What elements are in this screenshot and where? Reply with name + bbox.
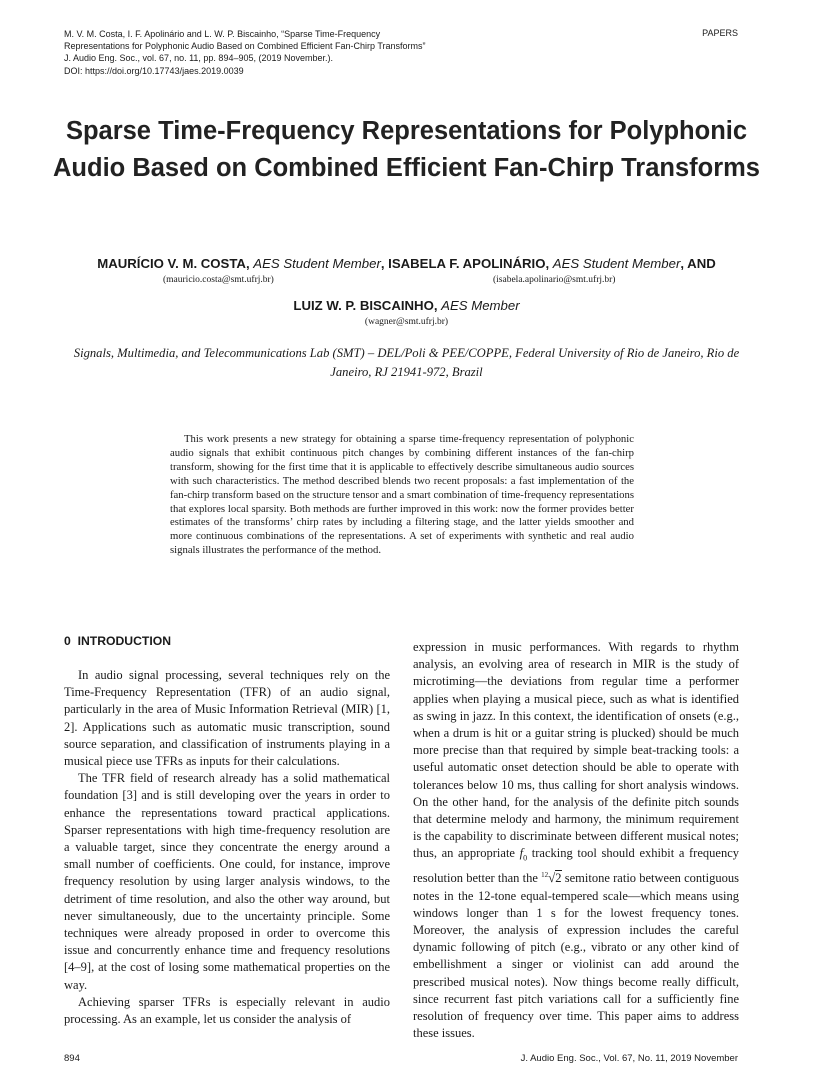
journal-footer: J. Audio Eng. Soc., Vol. 67, No. 11, 2019 November — [520, 1053, 738, 1064]
author-email: (isabela.apolinario@smt.ufrj.br) — [493, 275, 616, 285]
body-paragraph: Achieving sparser TFRs is especially relevant in audio processing. As an example, let us consider the analysis of — [64, 994, 390, 1027]
body-column-left — [64, 667, 390, 1028]
authors-line-1: MAURÍCIO V. M. COSTA, AES Student Member, ISABELA F. APOLINÁRIO, AES Student Member, AND — [97, 256, 716, 271]
section-label: PAPERS — [702, 28, 738, 38]
body-text: semitone ratio between contiguous notes in the 12-tone equal-tempered scale—which means using windows longer than 1 s for the lowest frequency tones. Moreover, the analysis of expression includes the careful dynamic following of pitch (e.g., vibrato or any other kind of embellishment a singer or violinist can add around the prescribed musical notes). Now things become really difficult, since recurrent fast pitch variations call for a sufficiently fine resolution of frequency over time. This paper aims to address these issues. — [413, 871, 739, 1041]
paper-title: Sparse Time-Frequency Representations for Polyphonic Audio Based on Combined Efficient Fan-Chirp Transforms — [53, 117, 760, 182]
doi-link[interactable]: DOI: https://doi.org/10.17743/jaes.2019.0039 — [64, 65, 244, 76]
body-paragraph — [413, 639, 739, 1042]
author-name: LUIZ W. P. BISCAINHO, — [293, 298, 438, 313]
author-name: MAURÍCIO V. M. COSTA, — [97, 256, 250, 271]
affiliation: Signals, Multimedia, and Telecommunications Lab (SMT) – DEL/Poli & PEE/COPPE, Federal University of Rio de Janeiro, Rio de Janeiro, RJ 21941-972, Brazil — [73, 346, 740, 379]
body-column-right — [413, 639, 739, 1042]
running-header-citation — [64, 28, 534, 77]
author-email: (wagner@smt.ufrj.br) — [364, 317, 449, 327]
abstract: This work presents a new strategy for obtaining a sparse time-frequency representation of polyphonic audio signals that exhibit continuous pitch changes by combining different instances of the fan-chirp transform, showing for the first time that it is applicable to effectively describe simultaneous audio sources with such characteristics. The method described blends two recent proposals: a fast implementation of the fan-chirp transform based on the structure tensor and a smart combination of time-frequency representations that explores local sparsity. Both methods are further improved in this work: now the former provides better estimates of the transforms’ chirp rates by including a filtering stage, and the latter yields smoother and more continuous combinations of the representations. A set of experiments with synthetic and real audio signals illustrates the performance of the method. — [170, 433, 634, 557]
author-conjunction: , AND — [680, 256, 716, 271]
body-text: tracking tool should exhibit a frequency resolution better than the — [413, 846, 739, 886]
page-number: 894 — [64, 1053, 80, 1064]
section-heading — [64, 634, 171, 648]
citation-line: M. V. M. Costa, I. F. Apolinário and L. W. P. Biscainho, “Sparse Time-Frequency — [64, 29, 381, 39]
section-title: INTRODUCTION — [77, 634, 171, 648]
author-role: AES Student Member — [253, 256, 381, 271]
author-name: ISABELA F. APOLINÁRIO, — [388, 256, 550, 271]
author-email: (mauricio.costa@smt.ufrj.br) — [163, 275, 274, 285]
citation-line: J. Audio Eng. Soc., vol. 67, no. 11, pp. 894–905, (2019 November.). — [64, 53, 334, 64]
math-f0: $f_0$ — [519, 846, 528, 863]
body-paragraph: In audio signal processing, several techniques rely on the Time-Frequency Representation (TFR) of an audio signal, particularly in the area of Music Information Retrieval (MIR) [1, 2]. Applications such as automatic music transcription, sound source separation, and classification of instruments playing in a musical piece use TFRs as inputs for their calculations. — [64, 668, 390, 769]
section-number: 0 — [64, 634, 71, 648]
author-role: AES Member — [441, 298, 520, 313]
author-role: AES Student Member — [552, 256, 681, 271]
math-root: $^{12}$√2 — [541, 870, 562, 886]
body-text: expression in music performances. With regards to rhythm analysis, an evolving area of research in MIR is the study of microtiming—the deviations from regular time a performer applies when playing a musical piece, such as what is identified as swing in jazz. In this context, the identification of onsets (e.g., when a drum is hit or a guitar string is plucked) should be much more precise than that required by simple beat-tracking tools: a useful automatic onset detection should be able to operate with tolerances below 10 ms, thus calling for short analysis windows. On the other hand, for the analysis of the definite pitch sounds that determine melody and harmony, the minimum requirement is the capability to discriminate between different musical notes; thus, an appropriate — [413, 640, 739, 861]
citation-line: Representations for Polyphonic Audio Based on Combined Efficient Fan-Chirp Transforms” — [64, 41, 426, 52]
body-paragraph: The TFR field of research already has a solid mathematical foundation [3] and is still developing over the years in order to enhance the representations toward practical applications. Sparser representations with high time-frequency resolution are a valuable target, since they concentrate the energy around a small number of coefficients. One could, for instance, improve frequency resolution by using larger analysis windows, to the detriment of time resolution, and also the other way around, but never simultaneously, due to the uncertainty principle. Some techniques were already proposed in order to overcome this issue and concurrently enhance time and frequency resolutions [4–9], at the cost of losing some mathematical properties on the way. — [64, 771, 390, 992]
authors-line-2 — [0, 298, 813, 313]
